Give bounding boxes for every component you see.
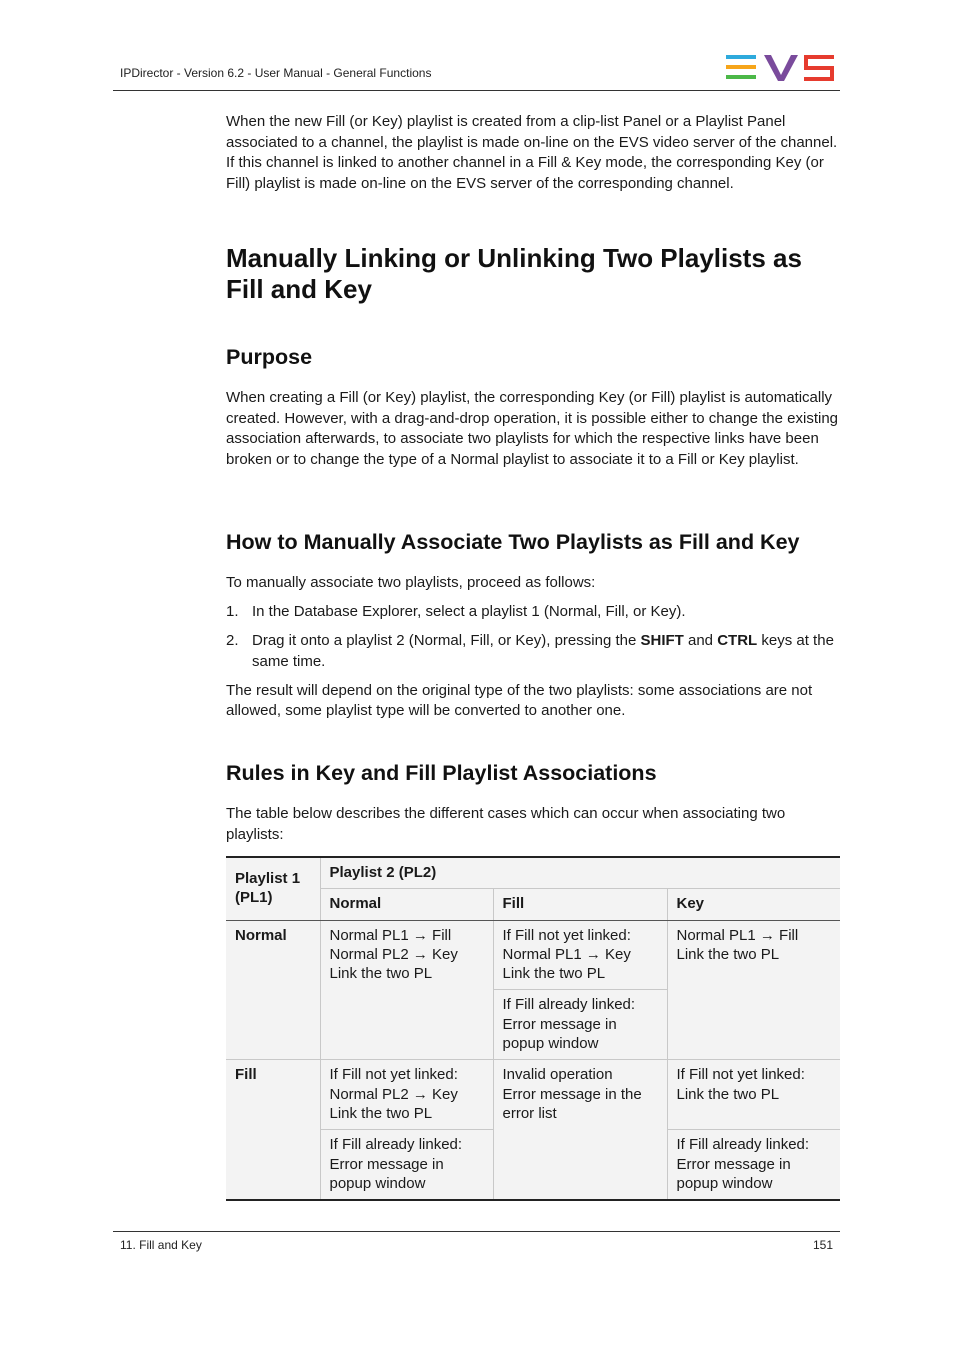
howto-intro: To manually associate two playlists, proceed as follows: — [226, 574, 596, 591]
cell-line: Link the two PL — [502, 965, 606, 983]
row-label-normal: Normal — [235, 926, 287, 944]
cell-fill-key-b — [667, 1130, 840, 1200]
footer-chapter: 11. Fill and Key — [120, 1238, 202, 1252]
step-number: 1. — [226, 603, 239, 620]
cell-line: Error message in — [676, 1155, 791, 1173]
purpose-paragraph: When creating a Fill (or Key) playlist, the corresponding Key (or Fill) playlist is automatically created. However, with a drag-and-drop operation, it is possible either to change the existing association afterwards, to associate two playlists for which the respective links have been broken or to change the type of a Normal playlist to associate it to a Fill or Key playlist. — [226, 389, 839, 468]
rules-intro: The table below describes the different cases which can occur when associating two playlists: — [226, 805, 786, 843]
cell-fill-normal-a — [320, 1060, 493, 1130]
cell-line: Link the two PL — [676, 945, 780, 963]
section-title — [226, 243, 840, 305]
cell-line: error list — [502, 1104, 557, 1122]
cell-line: If Fill already linked: — [676, 1136, 810, 1154]
shift-key-label: SHIFT — [640, 632, 684, 649]
col-key-header: Key — [667, 889, 840, 920]
cell-line: Normal PL1 → Key — [502, 945, 631, 963]
cell-fill-key-a — [667, 1060, 840, 1130]
rules-heading: Rules in Key and Fill Playlist Associations — [226, 761, 657, 785]
running-header: IPDirector - Version 6.2 - User Manual - General Functions — [120, 66, 432, 80]
row-label-fill: Fill — [226, 1060, 320, 1200]
header-rule — [113, 90, 840, 91]
cell-line: If Fill already linked: — [329, 1136, 463, 1154]
cell-fill-normal-b — [320, 1130, 493, 1200]
cell-line: Normal PL2 → Key — [329, 945, 458, 963]
cell-normal-fill-a — [493, 920, 667, 990]
step-item — [226, 602, 840, 623]
footer-rule — [113, 1231, 840, 1232]
step-text-after: keys at the same time. — [252, 632, 834, 670]
rules-section — [226, 760, 840, 786]
purpose-heading: Purpose — [226, 345, 313, 369]
cell-line: Normal PL2 → Key — [329, 1085, 458, 1103]
intro-paragraph: When the new Fill (or Key) playlist is created from a clip-list Panel or a Playlist Panel associated to a channel, the playlist is made on-line on the EVS video server of the channel. If this channel is linked to another channel in a Fill & Key mode, the corresponding Key (or Fill) playlist is made on-line on the EVS server of the corresponding channel. — [226, 113, 838, 192]
cell-line: popup window — [329, 1174, 426, 1192]
purpose-section — [226, 344, 840, 370]
howto-result: The result will depend on the original type of the two playlists: some associations are not allowed, some playlist type will be converted to another one. — [226, 681, 813, 719]
step-text: In the Database Explorer, select a playlist 1 (Normal, Fill, or Key). — [252, 603, 686, 620]
cell-line: Invalid operation — [502, 1066, 613, 1084]
cell-line: If Fill not yet linked: — [676, 1066, 805, 1084]
ctrl-key-label: CTRL — [717, 632, 758, 649]
cell-line: If Fill already linked: — [502, 996, 636, 1014]
intro-block — [226, 112, 840, 194]
step-number: 2. — [226, 632, 239, 649]
cell-line: If Fill not yet linked: — [329, 1066, 458, 1084]
section-title-line2: Fill and Key — [226, 274, 372, 304]
table-row — [226, 920, 840, 990]
cell-line: Link the two PL — [329, 1104, 433, 1122]
cell-normal-fill-b — [493, 990, 667, 1060]
step-text-before: Drag it onto a playlist 2 (Normal, Fill, or Key), pressing the — [252, 632, 641, 649]
step-text-mid: and — [683, 632, 718, 649]
col-normal-header: Normal — [320, 889, 493, 920]
cell-normal-key — [667, 920, 840, 1060]
section-title-line1: Manually Linking or Unlinking Two Playlists as — [226, 243, 802, 273]
step-item — [226, 631, 840, 672]
cell-normal-normal — [320, 920, 493, 1060]
cell-fill-fill — [493, 1060, 667, 1200]
cell-line: Link the two PL — [329, 965, 433, 983]
cell-line: Error message in — [329, 1155, 444, 1173]
page-number: 151 — [812, 1238, 833, 1252]
howto-body — [226, 573, 840, 722]
evs-logo — [726, 53, 834, 83]
pl1-header: Playlist 1 (PL1) — [226, 857, 320, 920]
cell-line: popup window — [502, 1035, 599, 1053]
cell-line: Link the two PL — [676, 1085, 780, 1103]
cell-line: Error message in — [502, 1015, 617, 1033]
cell-line: If Fill not yet linked: — [502, 926, 631, 944]
steps-list — [226, 602, 840, 672]
cell-line: Normal PL1 → Fill — [676, 926, 799, 944]
rules-body — [226, 804, 840, 845]
howto-section — [226, 529, 840, 555]
section-title-block — [226, 243, 840, 305]
howto-heading: How to Manually Associate Two Playlists as Fill and Key — [226, 530, 800, 554]
cell-line: Error message in the — [502, 1085, 642, 1103]
pl2-header: Playlist 2 (PL2) — [320, 857, 840, 889]
cell-line: popup window — [676, 1174, 773, 1192]
rules-table — [226, 856, 840, 1201]
cell-line: Normal PL1 → Fill — [329, 926, 452, 944]
col-fill-header: Fill — [493, 889, 667, 920]
purpose-body — [226, 388, 840, 470]
table-row — [226, 1060, 840, 1130]
